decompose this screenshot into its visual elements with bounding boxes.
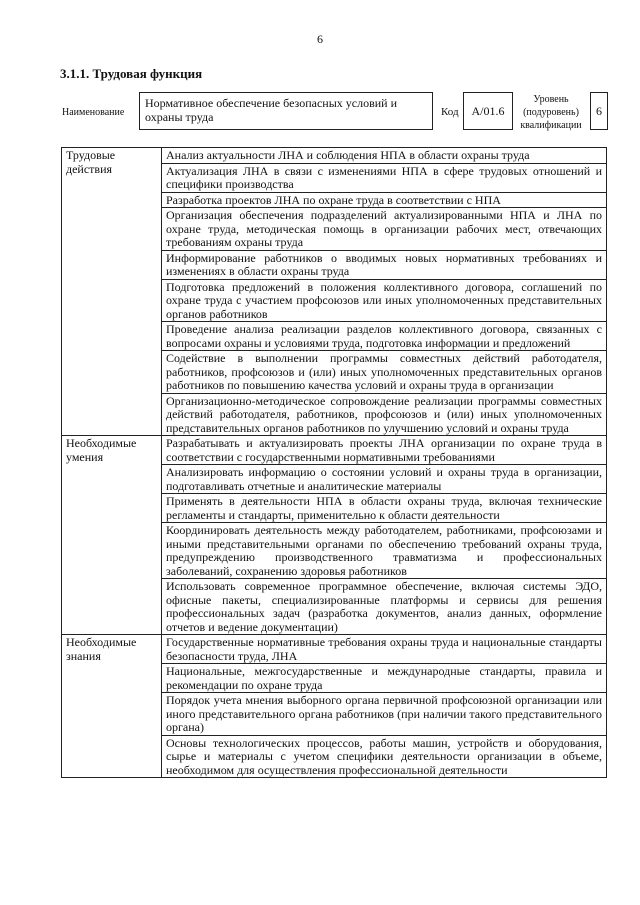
category-label: Необходимые умения [62,436,162,635]
requirement-text: Актуализация ЛНА в связи с изменениями НПА в сфере трудовых отношений и специфики производства [162,163,607,192]
code-label: Код [441,106,459,118]
name-value: Нормативное обеспечение безопасных условий и охраны труда [139,92,433,130]
requirement-text: Координировать деятельность между работодателем, работниками, профсоюзами и иными представительными органами по обеспечению требований охраны труда, предупреждению производственного травматизма и профессиональных заболеваний, сохранению здоровья работников [162,523,607,579]
name-label: Наименование [62,107,125,118]
requirement-text: Организация обеспечения подразделений актуализированными НПА и ЛНА по охране труда, методическая помощь в организации рабочих мест, отвечающих требованиям охраны труда [162,208,607,251]
page-number: 6 [317,32,323,46]
code-value: А/01.6 [463,92,513,130]
requirement-text: Национальные, межгосударственные и международные стандарты, правила и рекомендации по охране труда [162,664,607,693]
requirement-text: Государственные нормативные требования охраны труда и национальные стандарты безопасности труда, ЛНА [162,635,607,664]
category-label: Необходимые знания [62,635,162,778]
table-row [62,148,607,164]
requirement-text: Использовать современное программное обеспечение, включая системы ЭДО, офисные пакеты, специализированные платформы и сервисы для решения профессиональных задач (разработка документов, анализ данных, оформление отчетов и ведение документации) [162,579,607,635]
level-label: Уровень (подуровень) квалификации [520,94,582,131]
requirement-text: Содействие в выполнении программы совместных действий работодателя, работников, профсоюзов и (или) иных уполномоченных представительных органов работников по повышению качества условий и охраны труда в организации [162,351,607,394]
requirement-text: Анализ актуальности ЛНА и соблюдения НПА в области охраны труда [162,148,607,164]
category-label: Трудовые действия [62,148,162,436]
requirement-text: Информирование работников о вводимых новых нормативных требованиях и изменениях в области охраны труда [162,250,607,279]
requirement-text: Проведение анализа реализации разделов коллективного договора, связанных с вопросами охраны и условиями труда, подготовка информации и предложений [162,322,607,351]
requirement-text: Подготовка предложений в положения коллективного договора, соглашений по охране труда с участием профсоюзов или иных уполномоченных представительных органов работников [162,279,607,322]
requirement-text: Организационно-методическое сопровождение реализации программы совместных действий работодателя, работников, профсоюзов и (или) иных уполномоченных представительных органов работников по улучшению условий и охраны труда [162,393,607,436]
requirement-text: Разработка проектов ЛНА по охране труда в соответствии с НПА [162,192,607,208]
requirements-table [61,147,607,778]
requirement-text: Основы технологических процессов, работы машин, устройств и оборудования, сырье и материалы с учетом специфики деятельности организации в объеме, необходимом для осуществления профессиональной деятельности [162,735,607,778]
requirement-text: Анализировать информацию о состоянии условий и охраны труда в организации, подготавливать отчетные и аналитические материалы [162,465,607,494]
level-value: 6 [590,92,608,130]
table-row [62,436,607,465]
requirement-text: Порядок учета мнения выборного органа первичной профсоюзной организации или иного представительного органа работников (при наличии такого представительного органа) [162,693,607,736]
section-title: 3.1.1. Трудовая функция [60,66,203,81]
requirement-text: Применять в деятельности НПА в области охраны труда, включая технические регламенты и стандарты, применительно к области деятельности [162,494,607,523]
requirement-text: Разрабатывать и актуализировать проекты ЛНА организации по охране труда в соответствии с государственными нормативными требованиями [162,436,607,465]
table-row [62,635,607,664]
